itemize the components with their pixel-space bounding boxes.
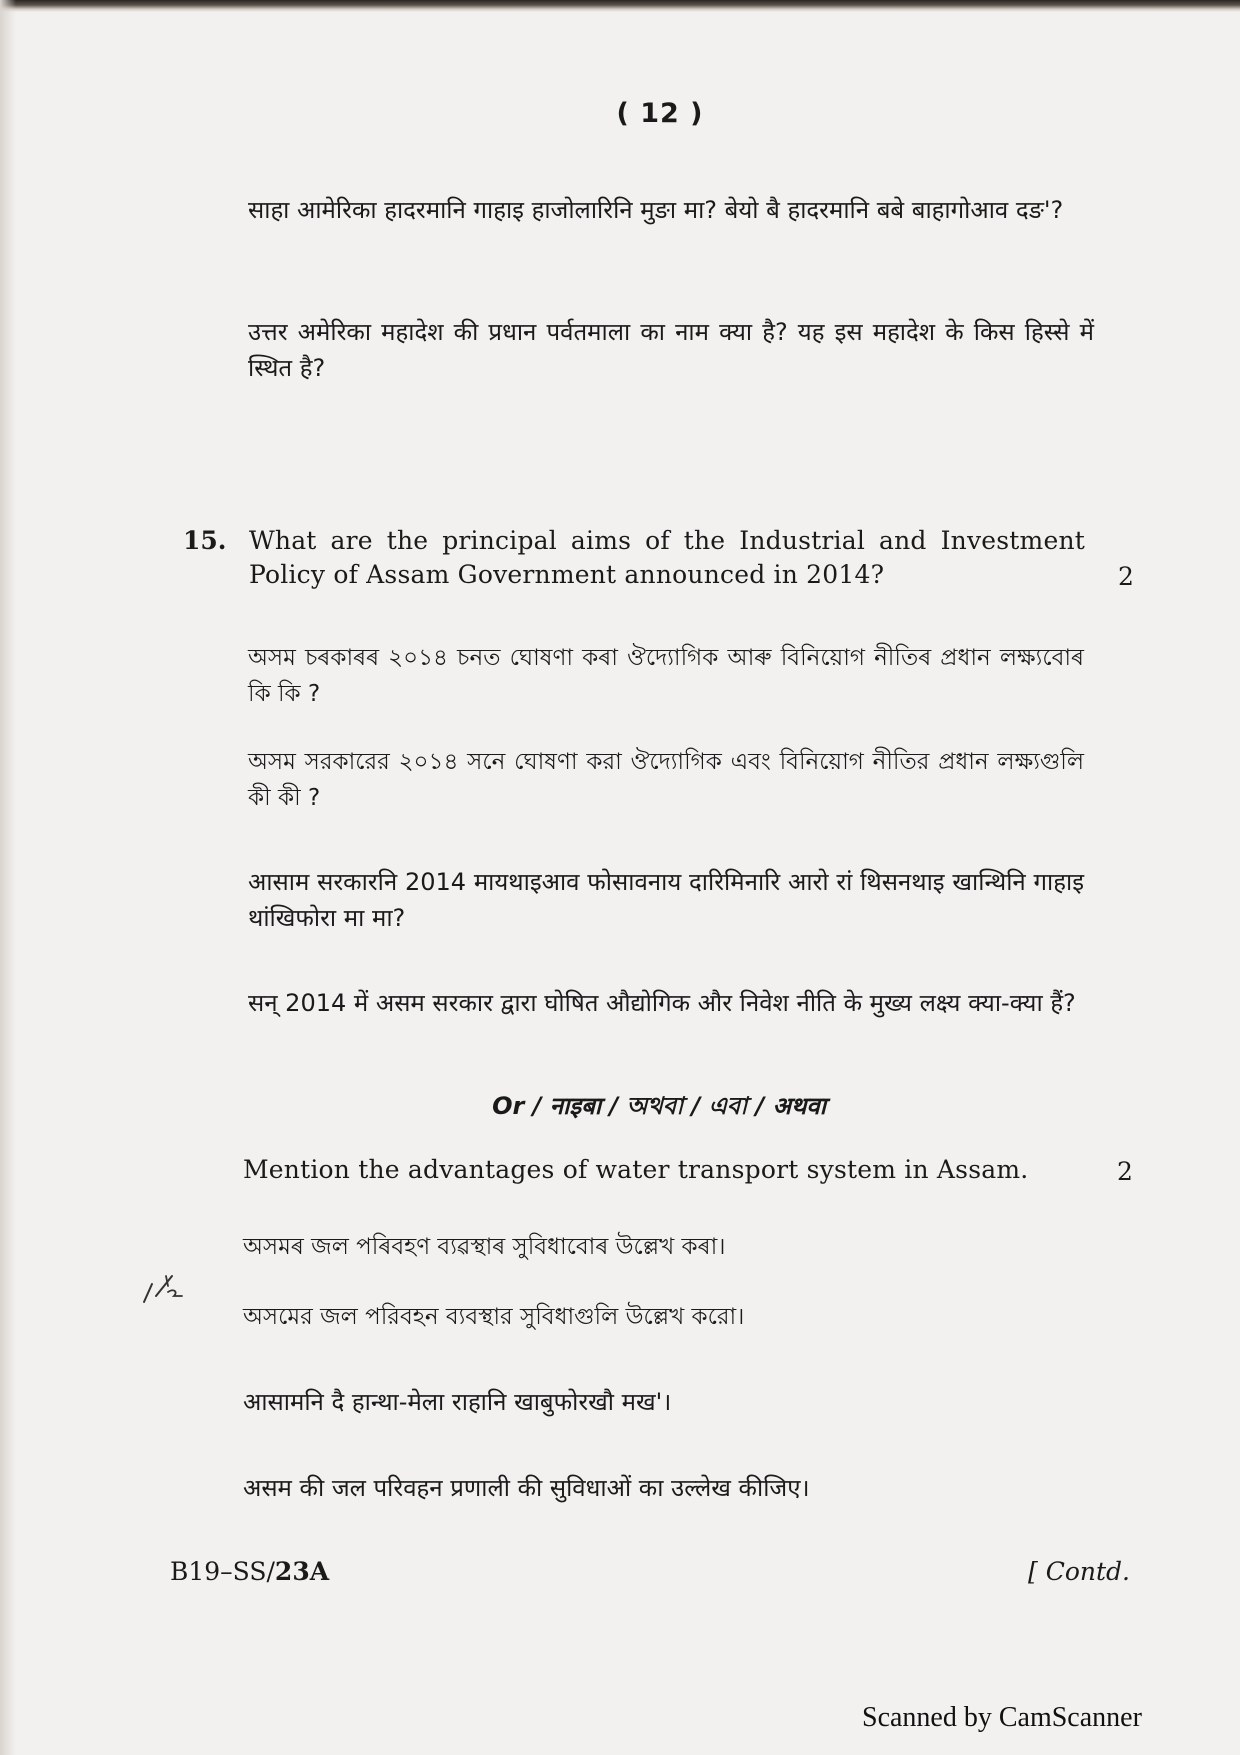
alt-question-bodo: आसामनि दै हान्था-मेला राहानि खाबुफोरखौ मख'। [243,1388,672,1416]
question-15-english: What are the principal aims of the Industrial and Investment Policy of Assam Government announced in 2014? [249,526,1085,589]
handwritten-mark-annotation [138,1262,198,1322]
question-15-hindi: सन् 2014 में असम सरकार द्वारा घोषित औद्योगिक और निवेश नीति के मुख्य लक्ष्य क्या-क्या हैं? [248,989,1076,1017]
alt-question-bengali: অসমের জল পরিবহন ব্যবস্থার সুবিধাগুলি উল্লেখ করো। [243,1304,745,1330]
alt-question-marks: 2 [1117,1157,1133,1186]
paper-code-prefix: B19–SS/ [170,1557,275,1586]
contd-text: [ Contd. [1028,1557,1130,1586]
or-separator: Or / नाइबा / অথবা / এবা / अथवा [492,1092,826,1120]
scan-left-edge [0,0,16,1755]
question-15-bengali: অসম সরকারের ২০১৪ সনে ঘোষণা করা ঔদ্যোগিক এবং বিনিয়োগ নীতির প্রধান লক্ষ্যগুলি কী কী ? [248,749,1084,811]
question-15-bodo: आसाम सरकारनि 2014 मायथाइआव फोसावनाय दारिमिनारि आरो रां थिसनथाइ खान्थिनि गाहाइ थांखिफोरा मा मा? [248,868,1084,932]
alt-question-english: Mention the advantages of water transport system in Assam. [243,1155,1029,1184]
question-15-marks: 2 [1118,562,1134,591]
alt-question-hindi: असम की जल परिवहन प्रणाली की सुविधाओं का उल्लेख कीजिए। [243,1474,810,1502]
prev-question-bodo: साहा आमेरिका हादरमानि गाहाइ हाजोलारिनि मुङा मा? बेयो बै हादरमानि बबे बाहागोआव दङ'? [248,196,1064,224]
page-number: ( 12 ) [616,98,704,129]
scan-top-edge [0,0,1240,12]
paper-code-suffix: 23A [274,1557,330,1586]
alt-question-assamese: অসমৰ জল পৰিবহণ ব্যৱস্থাৰ সুবিধাবোৰ উল্লেখ কৰা। [243,1234,726,1260]
prev-question-hindi: उत्तर अमेरिका महादेश की प्रधान पर्वतमाला का नाम क्या है? यह इस महादेश के किस हिस्से में स्थित है? [248,318,1094,382]
continued-label [1028,1557,1130,1586]
scanner-watermark: Scanned by CamScanner [862,1702,1142,1733]
paper-code [170,1557,329,1586]
question-15-assamese: অসম চৰকাৰৰ ২০১৪ চনত ঘোষণা কৰা ঔদ্যোগিক আৰু বিনিয়োগ নীতিৰ প্ৰধান লক্ষ্যবোৰ কি কি ? [248,645,1084,707]
question-number: 15. [183,526,227,555]
